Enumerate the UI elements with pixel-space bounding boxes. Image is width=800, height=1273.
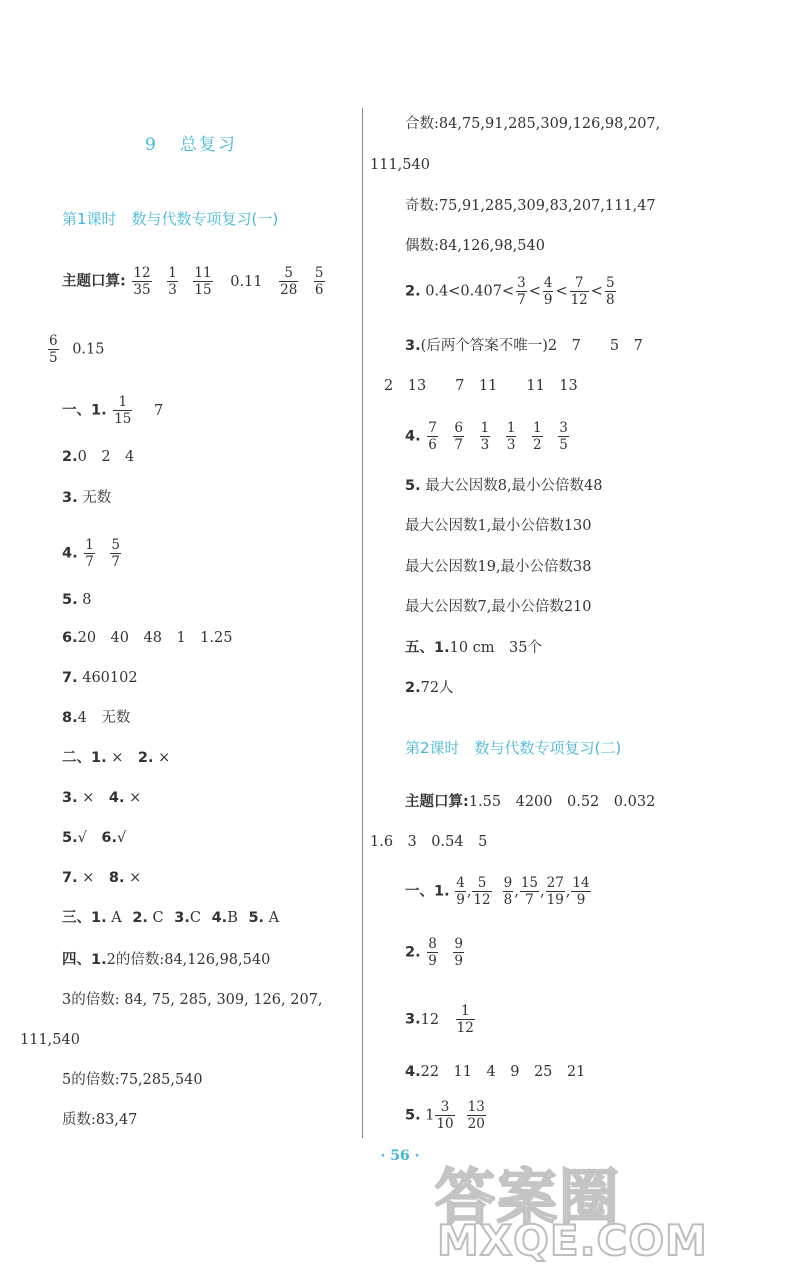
- left-mental-line2: [46, 334, 105, 365]
- question-label: 4.: [62, 545, 78, 562]
- numerator: 1: [506, 420, 516, 436]
- denominator: 12: [473, 892, 491, 908]
- s3-line: [62, 908, 279, 928]
- column-divider: [362, 108, 363, 1138]
- r-q4: [405, 421, 578, 452]
- fraction: [503, 876, 514, 907]
- r-b3: [405, 1004, 484, 1035]
- answer-text: 无数: [82, 490, 112, 506]
- question-label: 四、1.: [62, 952, 107, 968]
- answer-text: ×: [129, 870, 142, 886]
- s2-line2: [62, 788, 141, 808]
- s1-q8: [62, 708, 130, 728]
- question-label: 2.: [132, 910, 148, 926]
- denominator: 28: [280, 282, 298, 298]
- numerator: 4: [543, 275, 553, 291]
- fraction: [546, 876, 565, 907]
- numerator: 7: [570, 276, 589, 292]
- answer-text: ×: [82, 790, 95, 806]
- numerator: 5: [279, 266, 298, 282]
- numerator: 1: [85, 537, 94, 553]
- answer-text: 20 40 48 1 1.25: [77, 630, 233, 646]
- s4-line2: [62, 990, 323, 1010]
- s4-line4: [62, 1070, 203, 1090]
- denominator: 5: [559, 437, 568, 453]
- answer-text: 111,540: [20, 1032, 80, 1048]
- question-label: 三、1.: [62, 910, 107, 926]
- question-label: 8.: [108, 870, 125, 886]
- numerator: 9: [454, 936, 464, 952]
- answer-text: 111,540: [370, 157, 430, 173]
- answer-text: 72人: [420, 680, 454, 696]
- r-line1: [405, 114, 660, 134]
- fraction: [472, 876, 491, 907]
- mental-label: 主题口算:: [62, 273, 126, 290]
- question-label: 4.: [405, 428, 421, 445]
- fraction: [506, 421, 517, 452]
- fraction: [520, 876, 539, 907]
- fraction: [453, 421, 464, 452]
- lesson2-title: 第2课时 数与代数专项复习(二): [405, 739, 622, 757]
- answer-text: 2的倍数:84,126,98,540: [106, 952, 271, 968]
- numerator: 15: [520, 875, 538, 891]
- r-s5-q2: [405, 678, 454, 698]
- watermark-url: MXQE.COM: [437, 1216, 708, 1265]
- denominator: 8: [503, 892, 513, 908]
- decimal: 0.11: [230, 273, 263, 290]
- fraction: [427, 937, 438, 968]
- question-label: 2.: [62, 449, 78, 465]
- r-b1: 一、1. $\frac{4}{9}$ , $\frac{5}{12}$ $\frac{9}{8}$ , $\frac{15}{7}$ , $\frac{27}{19}$ , $\frac{14}{9}$: [405, 875, 590, 908]
- answer-text: 质数:83,47: [62, 1112, 138, 1128]
- r-q3-line2: [384, 376, 578, 396]
- denominator: 3: [480, 437, 490, 453]
- question-label: 2.: [405, 283, 421, 300]
- numerator: 9: [503, 875, 513, 891]
- r-q5-line1: [405, 476, 603, 496]
- denominator: 15: [194, 282, 212, 298]
- chapter-title: 总复习: [179, 135, 237, 155]
- answer-text: 1.6 3 0.54 5: [370, 834, 488, 850]
- question-label: 5.: [405, 1107, 421, 1124]
- s1-q1: [62, 395, 163, 426]
- answer-text: 10 cm 35个: [449, 640, 542, 656]
- denominator: 10: [436, 1116, 454, 1132]
- answer-text: (后两个答案不唯一)2 7 5 7: [420, 338, 643, 354]
- fraction: [456, 1004, 475, 1035]
- s4-line1: [62, 950, 270, 970]
- numerator: 1: [456, 1004, 475, 1020]
- answer-text: <: [590, 283, 603, 300]
- s1-q3: [62, 488, 111, 508]
- fraction: [605, 276, 616, 307]
- answer-text: 4 无数: [77, 710, 131, 726]
- answer-text: ×: [111, 750, 124, 766]
- denominator: 19: [546, 892, 564, 908]
- r-line2: [370, 155, 430, 175]
- question-label: 8.: [62, 710, 78, 726]
- question-label: 2.: [405, 944, 421, 961]
- numerator: 11: [194, 265, 212, 281]
- answer-text: 最大公因数1,最小公倍数130: [405, 518, 592, 534]
- fraction: [480, 421, 491, 452]
- fraction: [427, 421, 438, 452]
- r-line4: [405, 236, 545, 256]
- fraction: [132, 266, 151, 297]
- question-label: 7.: [62, 670, 78, 686]
- answer-text: C: [152, 910, 164, 926]
- numerator: 5: [605, 275, 615, 291]
- fraction: [193, 266, 212, 297]
- s1-q6: [62, 628, 232, 648]
- watermark-logo-text: 答案圈: [435, 1163, 621, 1233]
- r-b5: [405, 1100, 495, 1131]
- s4-line5: [62, 1110, 137, 1130]
- r-q5-line3: [405, 557, 592, 577]
- s2-line4: [62, 868, 141, 888]
- s1-q7: [62, 668, 138, 688]
- left-mental-line: [62, 266, 334, 297]
- answer-text: √: [116, 830, 127, 846]
- answer-text: <: [528, 283, 541, 300]
- lesson1-title: 第1课时 数与代数专项复习(一): [62, 210, 279, 228]
- denominator: 12: [570, 292, 588, 308]
- r-q2: [405, 276, 618, 307]
- question-label: 一、1.: [62, 402, 107, 419]
- answer-text: ×: [158, 750, 171, 766]
- numerator: 1: [533, 420, 542, 436]
- answer-text: A: [111, 910, 122, 926]
- question-label: 5.: [62, 830, 78, 846]
- numerator: 5: [314, 265, 324, 281]
- question-label: 3.: [174, 910, 190, 926]
- numerator: 5: [111, 537, 121, 553]
- r-mental-line: [405, 792, 655, 812]
- r-s5-q1: [405, 638, 542, 658]
- answer-text: A: [268, 910, 280, 926]
- fraction: [467, 1100, 486, 1131]
- numerator: 3: [435, 1100, 454, 1116]
- question-label: 4.: [108, 790, 125, 806]
- fraction: [48, 334, 59, 365]
- numerator: 13: [467, 1099, 485, 1115]
- answer-text: 12: [420, 1011, 440, 1028]
- question-label: 3.: [405, 338, 421, 354]
- answer-text: ×: [129, 790, 142, 806]
- fraction: [435, 1100, 454, 1131]
- numerator: 5: [472, 876, 491, 892]
- question-label: 5.: [62, 592, 78, 608]
- numerator: 3: [517, 275, 526, 291]
- fraction: [110, 538, 121, 569]
- question-label: 2.: [405, 680, 421, 696]
- numerator: 6: [454, 420, 464, 436]
- r-line3: [405, 196, 656, 216]
- question-label: 6.: [62, 630, 78, 646]
- s4-line3: [20, 1030, 80, 1050]
- fraction: [314, 266, 325, 297]
- denominator: 15: [114, 411, 132, 427]
- denominator: 9: [576, 892, 586, 908]
- fraction: [558, 421, 569, 452]
- numerator: 7: [428, 420, 437, 436]
- r-q5-line2: [405, 516, 592, 536]
- s1-q2: [62, 447, 134, 467]
- r-b2: [405, 937, 473, 968]
- question-label: 主题口算:: [405, 794, 469, 810]
- denominator: 7: [517, 292, 526, 308]
- denominator: 5: [49, 350, 58, 366]
- numerator: 1: [168, 265, 177, 281]
- s2-line3: [62, 828, 126, 848]
- fraction: [453, 937, 464, 968]
- fraction: [279, 266, 298, 297]
- answer-text: 奇数:75,91,285,309,83,207,111,47: [405, 198, 656, 214]
- answer-text: B: [227, 910, 238, 926]
- r-q3: [405, 336, 643, 356]
- denominator: 9: [428, 953, 437, 969]
- denominator: 8: [605, 292, 615, 308]
- question-label: 3.: [62, 490, 78, 506]
- answer-text: 偶数:84,126,98,540: [405, 238, 545, 254]
- numerator: 12: [133, 265, 151, 281]
- answer-text: 合数:84,75,91,285,309,126,98,207,: [405, 116, 661, 132]
- question-label: 五、1.: [405, 640, 450, 656]
- answer-text: 最大公因数7,最小公倍数210: [405, 599, 592, 615]
- denominator: 20: [467, 1116, 485, 1132]
- fraction: [516, 276, 527, 307]
- s1-q5: [62, 590, 91, 610]
- chapter-heading: [145, 130, 237, 155]
- denominator: 3: [168, 282, 177, 298]
- decimal: 0.15: [72, 341, 105, 358]
- watermark: [425, 1148, 795, 1268]
- answer-text: 22 11 4 9 25 21: [420, 1064, 586, 1080]
- numerator: 6: [49, 333, 58, 349]
- question-label: 一、1.: [405, 883, 450, 900]
- numerator: 3: [559, 420, 568, 436]
- question-label: 7.: [62, 870, 78, 886]
- denominator: 9: [456, 892, 465, 908]
- question-label: 3.: [405, 1011, 421, 1028]
- denominator: 7: [111, 554, 121, 570]
- numerator: 1: [480, 420, 490, 436]
- fraction: [543, 276, 554, 307]
- fraction: [455, 876, 466, 907]
- answer-text: 3的倍数: 84, 75, 285, 309, 126, 207,: [62, 992, 323, 1008]
- answer-text: 8: [82, 592, 92, 608]
- s2-line1: [62, 748, 170, 768]
- answer-text: 0 2 4: [77, 449, 135, 465]
- question-label: 5.: [248, 910, 265, 926]
- answer-text: √: [77, 830, 87, 846]
- r-b4: [405, 1062, 585, 1082]
- denominator: 7: [454, 437, 464, 453]
- question-label: 6.: [101, 830, 117, 846]
- denominator: 7: [525, 892, 534, 908]
- numerator: 4: [456, 875, 465, 891]
- question-label: 4.: [405, 1064, 421, 1080]
- denominator: 35: [133, 282, 151, 298]
- answer-text: 5的倍数:75,285,540: [62, 1072, 203, 1088]
- denominator: 12: [456, 1020, 474, 1036]
- fraction: [570, 276, 589, 307]
- answer-text: <: [555, 283, 568, 300]
- answer-text: 1.55 4200 0.52 0.032: [468, 794, 656, 810]
- fraction: [167, 266, 178, 297]
- numerator: 27: [546, 875, 564, 891]
- answer-text: ×: [82, 870, 95, 886]
- answer-text: 2 13 7 11 11 13: [384, 378, 578, 394]
- fraction: [571, 876, 590, 907]
- fraction: [113, 395, 132, 426]
- answer-text: C: [189, 910, 201, 926]
- fraction: [532, 421, 543, 452]
- answer-text: 最大公因数8,最小公倍数48: [425, 478, 603, 494]
- question-label: 二、1.: [62, 750, 107, 766]
- denominator: 3: [506, 437, 516, 453]
- question-label: 3.: [62, 790, 78, 806]
- chapter-number: 9: [145, 135, 158, 155]
- r-q5-line4: [405, 597, 592, 617]
- answer-text: 0.4<0.407<: [425, 283, 515, 300]
- denominator: 6: [428, 437, 437, 453]
- denominator: 7: [85, 554, 94, 570]
- numerator: 8: [428, 936, 437, 952]
- denominator: 9: [454, 953, 464, 969]
- numerator: 14: [572, 875, 590, 891]
- s1-q4: [62, 538, 130, 569]
- answer-text: 460102: [82, 670, 138, 686]
- answer-text: 最大公因数19,最小公倍数38: [405, 559, 592, 575]
- answer-text: 1: [425, 1107, 435, 1124]
- question-label: 5.: [405, 478, 421, 494]
- page-number: · 56 ·: [380, 1148, 420, 1164]
- denominator: 9: [543, 292, 553, 308]
- denominator: 6: [314, 282, 324, 298]
- answer-text: 7: [154, 402, 164, 419]
- question-label: 2.: [137, 750, 154, 766]
- question-label: 4.: [211, 910, 228, 926]
- r-mental-line2: [370, 832, 487, 852]
- numerator: 1: [113, 395, 132, 411]
- fraction: [84, 538, 95, 569]
- denominator: 2: [533, 437, 542, 453]
